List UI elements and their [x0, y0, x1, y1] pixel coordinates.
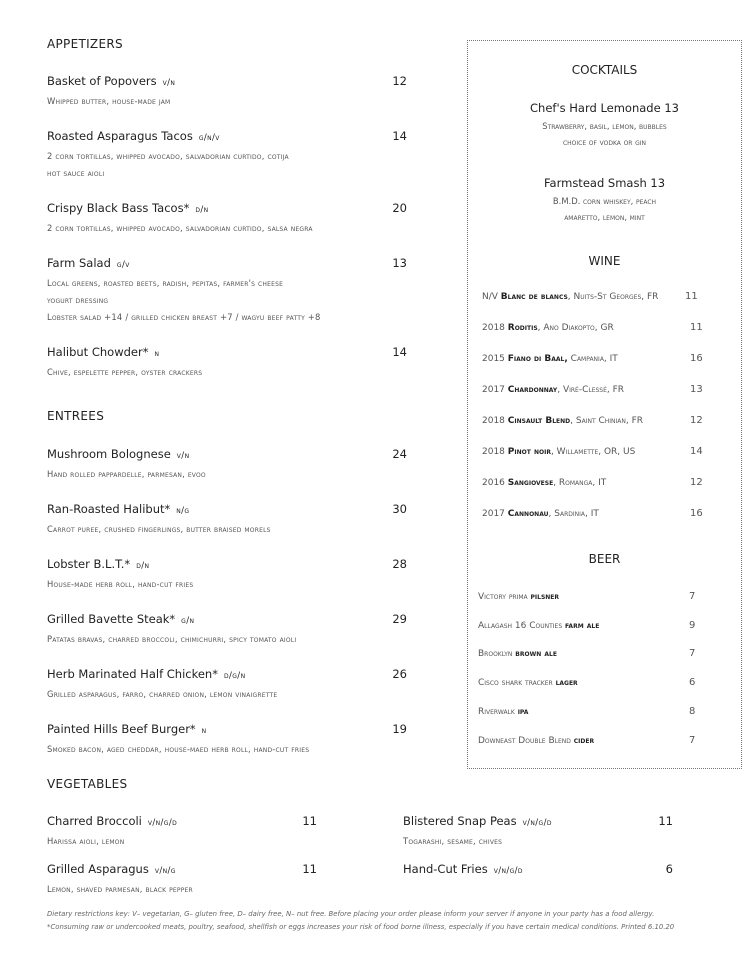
item-name-line	[47, 665, 407, 686]
item-price: 11	[302, 814, 317, 828]
item-price: 13	[392, 256, 407, 270]
dietary-tags: v/n/g/d	[493, 866, 523, 876]
item-description: Whipped butter, house-made jam	[47, 96, 171, 106]
menu-item	[47, 254, 407, 326]
dietary-tags: g/n	[181, 616, 195, 626]
wine-year: 2015	[482, 354, 505, 364]
wine-price: 11	[685, 291, 698, 302]
wine-year: 2018	[482, 447, 505, 457]
beer-maker: Victory prima	[478, 592, 531, 602]
wine-region: , Willamette, OR, US	[550, 447, 636, 457]
item-description: Hand rolled pappardelle, parmesan, evoo	[47, 469, 206, 479]
wine-name: Fiano di Baal,	[507, 354, 568, 364]
menu-item	[47, 445, 407, 483]
item-price: 14	[392, 129, 407, 143]
wine-heading: WINE	[588, 254, 621, 268]
dietary-tags: d/g/n	[223, 671, 246, 681]
wine-region: , Nuits-St Georges, FR	[567, 292, 659, 302]
wine-year: 2017	[482, 385, 505, 395]
item-name-line	[47, 860, 317, 881]
item-name: Basket of Popovers	[47, 74, 157, 88]
item-description: Smoked bacon, aged cheddar, house-maed herb roll, hand-cut fries	[47, 744, 310, 754]
menu-item	[47, 500, 407, 538]
item-price: 20	[392, 201, 407, 215]
item-name-line	[47, 199, 407, 220]
consumption-warning: *Consuming raw or undercooked meats, poultry, seafood, shellfish or eggs increases your risk of food borne illness, especially if you have certain medical conditions. Printed 6.10.20	[47, 923, 675, 931]
beer-style: farm ale	[565, 620, 600, 631]
item-name-line	[47, 555, 407, 576]
item-description: Grilled asparagus, farro, charred onion, lemon vinaigrette	[47, 689, 278, 699]
item-name: Mushroom Bolognese	[47, 447, 171, 461]
beer-style: cider	[573, 735, 595, 746]
item-description: Harissa aioli, lemon	[47, 836, 125, 846]
wine-region: , Sardinia, IT	[548, 509, 599, 519]
menu-item	[47, 555, 407, 593]
menu-item	[47, 199, 407, 237]
item-name-line	[47, 127, 407, 148]
item-price: 19	[392, 722, 407, 736]
menu-item	[47, 343, 407, 381]
dietary-tags: v/n	[176, 451, 190, 461]
item-name: Lobster B.L.T.*	[47, 557, 131, 571]
veg-wrap	[47, 812, 317, 867]
menu-item	[403, 812, 673, 850]
cocktail-item	[468, 99, 741, 150]
menu-item	[47, 665, 407, 703]
item-price: 14	[392, 345, 407, 359]
menu-item	[47, 72, 407, 110]
appetizers-list	[47, 72, 407, 398]
wine-row	[482, 416, 741, 426]
menu-item	[403, 860, 673, 881]
beer-row	[478, 649, 741, 659]
wine-name: Roditis	[507, 323, 538, 333]
item-name: Grilled Bavette Steak*	[47, 612, 176, 626]
item-name-line	[47, 812, 317, 833]
item-name-line	[47, 720, 407, 741]
wine-region: , Romanga, IT	[553, 478, 607, 488]
item-name-line	[47, 343, 407, 364]
item-name: Roasted Asparagus Tacos	[47, 129, 193, 143]
cocktail-description: amaretto, lemon, mint	[564, 212, 645, 222]
cocktail-description: Strawberry, basil, lemon, bubbles	[542, 121, 667, 131]
item-description: Local greens, roasted beets, radish, pepitas, farmer's cheese	[47, 278, 284, 288]
vegetables-heading: VEGETABLES	[47, 777, 128, 791]
beer-style: pilsner	[530, 592, 560, 602]
wine-name: Chardonnay	[507, 385, 558, 395]
beer-price: 9	[689, 619, 696, 631]
beer-row	[478, 678, 741, 688]
item-name: Ran-Roasted Halibut*	[47, 502, 171, 516]
item-price: 12	[392, 74, 407, 88]
wine-year: 2018	[482, 323, 505, 333]
beer-style: brown ale	[515, 649, 557, 660]
wine-region: , Viré-Clessé, FR	[557, 385, 625, 395]
cocktail-item	[468, 174, 741, 225]
cocktail-name: Chef's Hard Lemonade 13	[530, 101, 679, 115]
item-price: 28	[392, 557, 407, 571]
item-name-line	[47, 610, 407, 631]
dietary-key: Dietary restrictions key: V– vegetarian, G– gluten free, D– dairy free, N– nut free. Before placing your order please inform your server if anyone in your party has a food allergy.	[47, 910, 655, 918]
item-description: Carrot puree, crushed fingerlings, butter braised morels	[47, 524, 271, 534]
item-price: 11	[658, 814, 673, 828]
drinks-panel	[467, 40, 742, 769]
wine-name: Pinot noir	[507, 447, 551, 457]
item-description: 2 corn tortillas, whipped avocado, salvadorian curtido, salsa negra	[47, 223, 313, 233]
beer-maker: Downeast Double Blend	[478, 735, 574, 746]
dietary-tags: v/n/g	[154, 866, 176, 876]
item-description: yogurt dressing	[47, 295, 109, 305]
item-description: hot sauce aioli	[47, 168, 105, 178]
wine-row	[482, 478, 741, 488]
entrees-list	[47, 445, 407, 775]
item-name-line	[47, 445, 407, 466]
item-price: 26	[392, 667, 407, 681]
item-name-line	[403, 860, 673, 881]
item-name: Herb Marinated Half Chicken*	[47, 667, 218, 681]
veg-wrap	[403, 860, 673, 898]
veg-wrap	[403, 812, 673, 867]
menu-item	[47, 127, 407, 182]
wine-price: 13	[690, 384, 703, 395]
beer-row	[478, 592, 741, 602]
cocktails-heading: COCKTAILS	[571, 63, 638, 77]
item-price: 29	[392, 612, 407, 626]
item-description: Lemon, shaved parmesan, black pepper	[47, 884, 193, 894]
dietary-tags: g/n/v	[198, 133, 220, 143]
wine-row	[482, 292, 741, 302]
beer-price: 7	[689, 734, 696, 746]
menu-item	[47, 720, 407, 758]
beer-maker: Brooklyn	[478, 649, 516, 660]
wine-year: N/V	[482, 292, 498, 302]
item-name: Halibut Chowder*	[47, 345, 149, 359]
wine-row	[482, 323, 741, 333]
appetizers-heading: APPETIZERS	[47, 37, 123, 51]
item-description: Lobster salad +14 / grilled chicken breast +7 / wagyu beef patty +8	[47, 312, 321, 322]
wine-region: Campania, IT	[567, 354, 618, 364]
item-name-line	[47, 254, 407, 275]
dietary-tags: n/g	[176, 506, 190, 516]
wine-price: 12	[690, 477, 703, 488]
item-name: Crispy Black Bass Tacos*	[47, 201, 190, 215]
item-name: Charred Broccoli	[47, 814, 142, 828]
wine-price: 11	[690, 322, 703, 333]
cocktail-description: choice of vodka or gin	[562, 137, 647, 147]
item-description: Patatas bravas, charred broccoli, chimichurri, spicy tomato aioli	[47, 634, 297, 644]
entrees-heading: ENTREES	[47, 409, 105, 423]
wine-price: 14	[690, 446, 703, 457]
dietary-tags: d/n	[195, 205, 209, 215]
beer-price: 7	[689, 591, 696, 602]
dietary-tags: g/v	[116, 260, 130, 270]
wine-name: Blanc de blancs	[500, 292, 568, 302]
beer-row	[478, 736, 741, 746]
dietary-tags: v/n/g/d	[522, 818, 552, 828]
dietary-tags: v/n/g/d	[147, 818, 178, 828]
wine-row	[482, 509, 741, 519]
menu-item	[47, 610, 407, 648]
item-description: Togarashi, sesame, chives	[403, 836, 503, 846]
item-name: Grilled Asparagus	[47, 862, 149, 876]
dietary-tags: d/n	[136, 561, 150, 571]
wine-row	[482, 385, 741, 395]
beer-style: lager	[555, 678, 578, 689]
item-price: 24	[392, 447, 407, 461]
wine-year: 2018	[482, 416, 505, 426]
beer-row	[478, 621, 741, 631]
wine-price: 16	[690, 508, 703, 519]
dietary-tags: v/n	[162, 78, 176, 88]
beer-maker: Cisco shark tracker	[478, 678, 556, 689]
item-name-line	[47, 500, 407, 521]
item-price: 30	[392, 502, 407, 516]
cocktail-description: B.M.D. corn whiskey, peach	[552, 196, 657, 206]
item-name-line	[403, 812, 673, 833]
beer-heading: BEER	[588, 552, 621, 566]
wine-name: Sangiovese	[507, 478, 554, 488]
veg-wrap	[47, 860, 317, 915]
beer-price: 6	[689, 677, 696, 689]
wine-name: Cinsault Blend	[507, 416, 571, 426]
cocktail-name: Farmstead Smash 13	[543, 176, 666, 190]
item-description: 2 corn tortillas, whipped avocado, salvadorian curtido, cotija	[47, 151, 289, 161]
beer-maker: Riverwalk	[478, 706, 518, 717]
beer-maker: Allagash 16 Counties	[478, 620, 566, 631]
item-name: Hand-Cut Fries	[403, 862, 488, 876]
item-name: Farm Salad	[47, 256, 111, 270]
item-description: House-made herb roll, hand-cut fries	[47, 579, 194, 589]
wine-year: 2017	[482, 509, 505, 519]
item-description: Chive, espelette pepper, oyster crackers	[47, 367, 203, 377]
wine-row	[482, 447, 741, 457]
menu-item	[47, 812, 317, 850]
item-name-line	[47, 72, 407, 93]
dietary-tags: n	[154, 349, 160, 359]
dietary-tags: n	[201, 726, 207, 736]
wine-region: , Ano Diakopto, GR	[537, 323, 614, 333]
wine-year: 2016	[482, 478, 505, 488]
item-name: Painted Hills Beef Burger*	[47, 722, 196, 736]
wine-region: , Saint Chinian, FR	[570, 416, 644, 426]
beer-style: ipa	[517, 706, 529, 717]
wine-row	[482, 354, 741, 364]
wine-price: 16	[690, 353, 703, 364]
wine-name: Cannonau	[507, 509, 549, 519]
beer-price: 8	[689, 705, 696, 717]
item-name: Blistered Snap Peas	[403, 814, 517, 828]
menu-item	[47, 860, 317, 898]
beer-row	[478, 707, 741, 717]
wine-price: 12	[690, 415, 703, 426]
item-price: 11	[302, 862, 317, 876]
item-price: 6	[665, 862, 673, 876]
beer-price: 7	[689, 648, 696, 660]
